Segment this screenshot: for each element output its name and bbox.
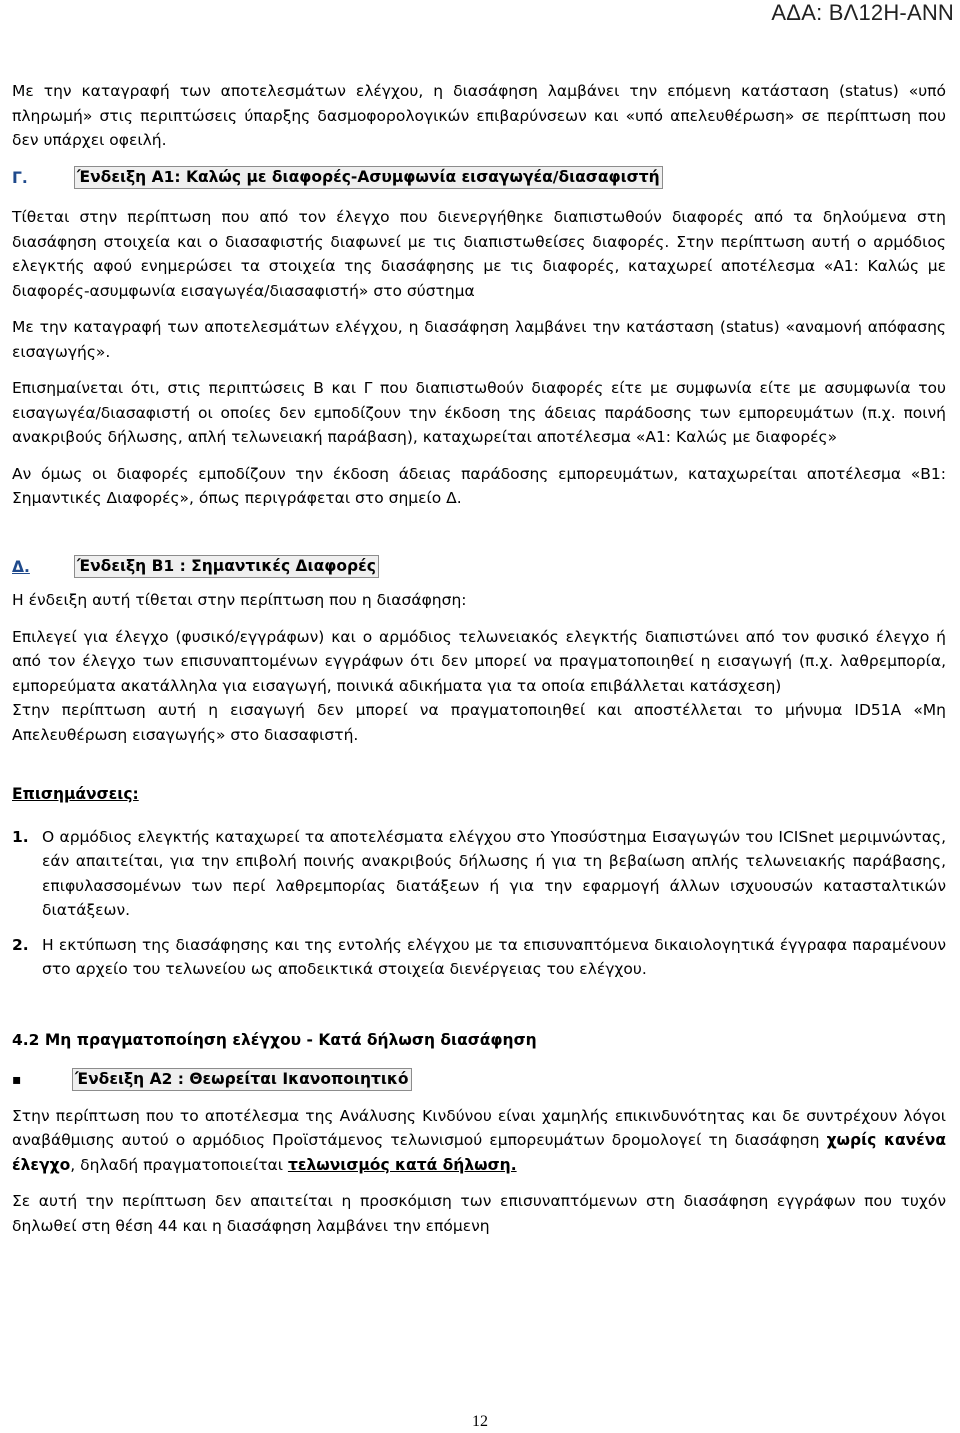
bullet-icon: ▪ [12,1072,22,1088]
list-item-text: Ο αρμόδιος ελεγκτής καταχωρεί τα αποτελέσματα ελέγχου στο Υποσύστημα Εισαγωγών του ICISnet μεριμνώντας, εάν απαιτείται, για την επιβολή ποινής ανακριβούς δήλωσης ή για τη βεβαίωση απλής τελωνειακής παράβασης, επιφυλασσομένων των περί λαθρεμπορίας διατάξεων ή για την εφαρμογή άλλων ισχυουσών κατασταλτικών διατάξεων. [42,827,946,919]
paragraph-status-payment: Με την καταγραφή των αποτελεσμάτων ελέγχου, η διασάφηση λαμβάνει την επόμενη κατάσταση (status) «υπό πληρωμή» στις περιπτώσεις ύπαρξης δασμοφορολογικών επιβαρύνσεων και «υπό απελευθέρωση» σε περίπτωση που δεν υπάρχει οφειλή. [12,82,946,149]
list-item-number: 2. [12,935,29,954]
page-number: 12 [472,1413,488,1430]
section-a2-heading [12,1068,946,1093]
document-body [12,79,946,1238]
section-g-title: Ένδειξη Α1: Καλώς με διαφορές-Ασυμφωνία εισαγωγέα/διασαφιστή [74,166,663,189]
section-g-heading [12,166,946,191]
paragraph-b1-reference: Αν όμως οι διαφορές εμποδίζουν την έκδοση άδειας παράδοσης εμπορευμάτων, καταχωρείται αποτέλεσμα «Β1: Σημαντικές Διαφορές», όπως περιγράφεται στο σημείο Δ. [12,464,946,507]
paragraph-a2-bold: χωρίς κανένα έλεγχο [12,1131,946,1174]
section-d-label: Δ. [12,557,30,576]
paragraph-a2-text-2: , δηλαδή πραγματοποιείται [70,1155,288,1174]
paragraph-b1-message: Στην περίπτωση αυτή η εισαγωγή δεν μπορεί να πραγματοποιηθεί και αποστέλλεται το μήνυμα ID51A «Μη Απελευθέρωση εισαγωγής» στο διασαφιστή. [12,701,946,744]
paragraph-b1-intro: Η ένδειξη αυτή τίθεται στην περίπτωση που η διασάφηση: [12,591,467,609]
paragraph-a2-underline: τελωνισμός κατά δήλωση. [287,1155,517,1174]
paragraph-note-b-g: Επισημαίνεται ότι, στις περιπτώσεις Β και Γ που διαπιστωθούν διαφορές είτε με συμφωνία είτε με ασυμφωνία του εισαγωγέα/διασαφιστή οι οποίες δεν εμποδίζουν την έκδοση της άδειας παράδοσης των εμπορευμάτων (π.χ. ποινή ανακριβούς δήλωσης, απλή τελωνειακή παράβαση), καταχωρείται αποτέλεσμα «Α1: Καλώς με διαφορές» [12,379,946,446]
list-item [12,933,946,982]
section-g-label: Γ. [12,168,28,187]
list-item [12,825,946,923]
paragraph-a2-text-1: Στην περίπτωση που το αποτέλεσμα της Ανάλυσης Κινδύνου είναι χαμηλής επικινδυνότητας και δε συντρέχουν λόγοι αναβάθμισης αυτού ο αρμόδιος Προϊστάμενος τελωνισμού εμπορευμάτων δρομολογεί τη διασάφηση [12,1106,946,1149]
ada-header: ΑΔΑ: ΒΛ12Η-ΑΝΝ [771,0,954,25]
section-d-heading [12,555,946,580]
paragraph-a1-status: Με την καταγραφή των αποτελεσμάτων ελέγχου, η διασάφηση λαμβάνει την κατάσταση (status) «αναμονή απόφασης εισαγωγής». [12,318,946,361]
list-item-number: 1. [12,827,29,846]
section-d-title: Ένδειξη Β1 : Σημαντικές Διαφορές [74,555,379,578]
paragraph-a2-description [12,1104,946,1178]
notes-list [12,825,946,982]
notes-heading: Επισημάνσεις: [12,785,139,803]
list-item-text: Η εκτύπωση της διασάφησης και της εντολής ελέγχου με τα επισυναπτόμενα δικαιολογητικά έγγραφα παραμένουν στο αρχείο του τελωνείου ως αποδεικτικά στοιχεία διενέργειας του ελέγχου. [42,935,946,978]
section-a2-title: Ένδειξη Α2 : Θεωρείται Ικανοποιητικό [72,1068,412,1091]
section-4-2-heading: 4.2 Μη πραγματοποίηση ελέγχου - Κατά δήλωση διασάφηση [12,1030,537,1049]
paragraph-a1-description: Τίθεται στην περίπτωση που από τον έλεγχο που διενεργήθηκε διαπιστωθούν διαφορές από τα δηλούμενα στη διασάφηση στοιχεία και ο διασαφιστής διαφωνεί με τις διαπιστωθείσες διαφορές. Στην περίπτωση αυτή ο αρμόδιος ελεγκτής αφού ενημερώσει τα στοιχεία της διασάφησης με τις διαφορές, καταχωρεί αποτέλεσμα «Α1: Καλώς με διαφορές-ασυμφωνία εισαγωγέα/διασαφιστή» στο σύστημα [12,208,946,300]
paragraph-a2-documents: Σε αυτή την περίπτωση δεν απαιτείται η προσκόμιση των επισυναπτόμενων στη διασάφηση εγγράφων που τυχόν δηλωθεί στη θέση 44 και η διασάφηση λαμβάνει την επόμενη [12,1192,946,1235]
paragraph-b1-control: Επιλεγεί για έλεγχο (φυσικό/εγγράφων) και ο αρμόδιος τελωνειακός ελεγκτής διαπιστώνει από τον φυσικό έλεγχο ή από τον έλεγχο των επισυναπτομένων εγγράφων ότι δεν μπορεί να πραγματοποιηθεί η εισαγωγή (π.χ. λαθρεμπορία, εμπορεύματα ακατάλληλα για εισαγωγή, ποινικά αδικήματα για τα οποία επιβάλλεται κατάσχεση) [12,627,946,695]
